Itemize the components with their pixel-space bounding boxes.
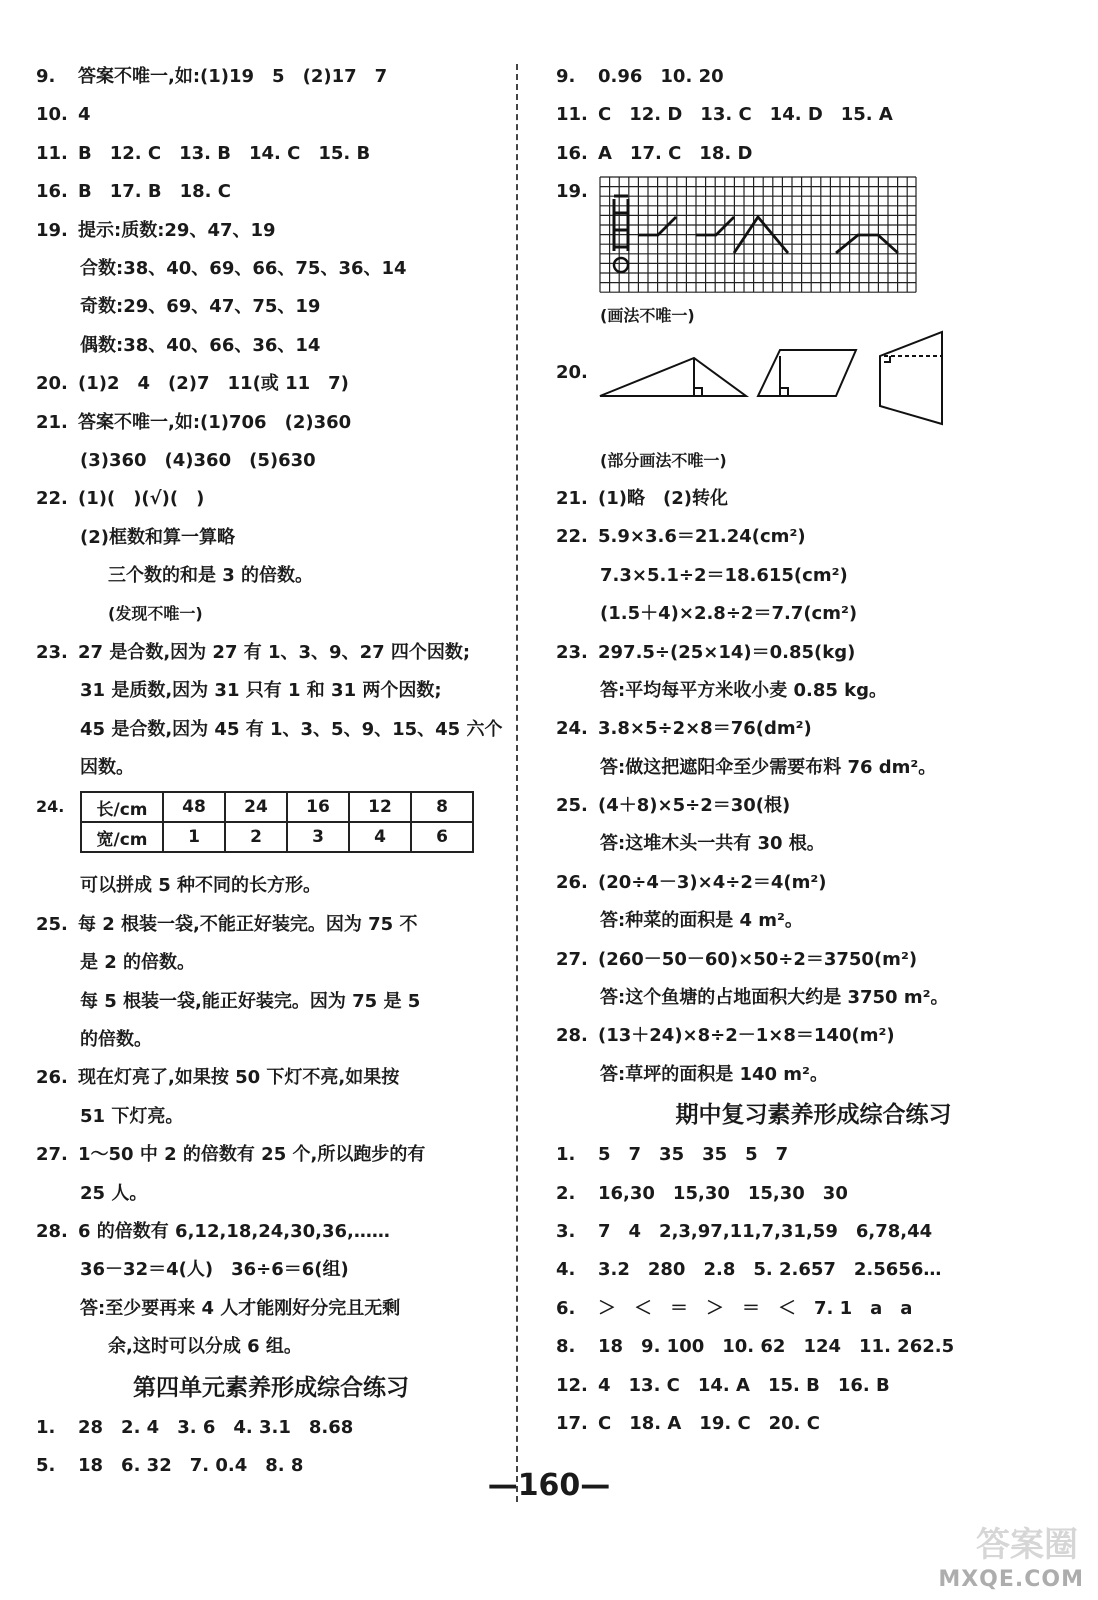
- answer-21: 21. (1)略 (2)转化: [556, 487, 728, 509]
- answer-19-figure: 19.: [556, 173, 1071, 297]
- dimension-table: [80, 791, 474, 853]
- table-cell: 4: [349, 822, 411, 852]
- midterm-answer-3: 3. 7 4 2,3,97,11,7,31,59 6,78,44: [556, 1220, 933, 1242]
- column-divider: [516, 64, 518, 1502]
- table-cell: 1: [163, 822, 225, 852]
- answer-28-reply: 答:草坪的面积是 140 m²。: [600, 1063, 828, 1085]
- table-cell: 6: [411, 822, 473, 852]
- answer-28-reply: 答:至少要再来 4 人才能刚好分完且无剩: [80, 1297, 401, 1319]
- table-cell: 16: [287, 792, 349, 822]
- watermark-logo: 答案圈: [976, 1525, 1078, 1565]
- midterm-answer-12-16: 12. 4 13. C 14. A 15. B 16. B: [556, 1374, 890, 1396]
- watermark: MXQE.COM: [938, 1567, 1084, 1592]
- answer-22-finding: 三个数的和是 3 的倍数。: [108, 565, 314, 587]
- answer-24-reply: 答:做这把遮阳伞至少需要布料 76 dm²。: [600, 756, 937, 778]
- table-header-length: 长/cm: [81, 792, 163, 822]
- answer-23-line4: 因数。: [80, 757, 134, 779]
- geometry-diagram: [598, 330, 958, 434]
- answer-26: 26. 现在灯亮了,如果按 50 下灯不亮,如果按: [36, 1067, 400, 1089]
- answer-19-note: (画法不唯一): [600, 306, 695, 326]
- midterm-answer-8-11: 8. 18 9. 100 10. 62 124 11. 262.5: [556, 1336, 955, 1358]
- answer-20-note: (部分画法不唯一): [600, 450, 727, 470]
- table-row: [81, 792, 473, 822]
- table-cell: 8: [411, 792, 473, 822]
- answer-26-line2: 51 下灯亮。: [80, 1105, 184, 1127]
- answer-23-line2: 31 是质数,因为 31 只有 1 和 31 两个因数;: [80, 680, 442, 702]
- unit4-answer-5-8: 5. 18 6. 32 7. 0.4 8. 8: [36, 1454, 304, 1476]
- grid-diagram: [598, 175, 918, 295]
- answer-26: 26. (20÷4－3)×4÷2＝4(m²): [556, 871, 827, 893]
- answer-24: 24. 长/cm 48 24 16 12 8 宽/cm 1 2 3 4 6: [36, 791, 506, 867]
- answer-25-reply: 答:这堆木头一共有 30 根。: [600, 833, 825, 855]
- unit4-answer-1-4: 1. 28 2. 4 3. 6 4. 3.1 8.68: [36, 1416, 354, 1438]
- answer-27-line2: 25 人。: [80, 1182, 148, 1204]
- section-heading-unit4: 第四单元素养形成综合练习: [133, 1374, 409, 1401]
- answer-24: 24. 3.8×5÷2×8＝76(dm²): [556, 718, 812, 740]
- right-column: [556, 58, 1071, 1443]
- midterm-answer-4-5: 4. 3.2 280 2.8 5. 2.657 2.5656…: [556, 1259, 942, 1281]
- midterm-answer-17-20: 17. C 18. A 19. C 20. C: [556, 1412, 821, 1434]
- answer-16-18: 16. B 17. B 18. C: [36, 181, 231, 203]
- answer-22-line2: 7.3×5.1÷2＝18.615(cm²): [600, 564, 848, 586]
- answer-11-15: 11. B 12. C 13. B 14. C 15. B: [36, 142, 371, 164]
- page-number: —160—: [487, 1468, 611, 1503]
- section-heading-midterm: 期中复习素养形成综合练习: [675, 1102, 952, 1129]
- answer-9: 9. 答案不唯一,如:(1)19 5 (2)17 7: [36, 66, 388, 87]
- answer-27: 27. 1～50 中 2 的倍数有 25 个,所以跑步的有: [36, 1144, 426, 1166]
- answer-25-line2: 是 2 的倍数。: [80, 952, 196, 974]
- answer-26-reply: 答:种菜的面积是 4 m²。: [600, 910, 803, 932]
- answer-25-line4: 的倍数。: [80, 1028, 152, 1050]
- answer-16-18: 16. A 17. C 18. D: [556, 142, 753, 164]
- answer-24-conclusion: 可以拼成 5 种不同的长方形。: [80, 875, 322, 897]
- answer-25: 25. 每 2 根装一袋,不能正好装完。因为 75 不: [36, 913, 418, 935]
- answer-22-note: (发现不唯一): [108, 604, 203, 624]
- answer-19-odd: 奇数:29、69、47、75、19: [80, 296, 321, 318]
- midterm-answer-2: 2. 16,30 15,30 15,30 30: [556, 1182, 848, 1204]
- answer-11-15: 11. C 12. D 13. C 14. D 15. A: [556, 104, 893, 126]
- answer-21: 21. 答案不唯一,如:(1)706 (2)360: [36, 411, 352, 433]
- table-cell: 2: [225, 822, 287, 852]
- table-header-width: 宽/cm: [81, 822, 163, 852]
- table-cell: 48: [163, 792, 225, 822]
- answer-27-reply: 答:这个鱼塘的占地面积大约是 3750 m²。: [600, 987, 949, 1009]
- answer-19-even: 偶数:38、40、66、36、14: [80, 334, 321, 356]
- table-row: [81, 822, 473, 852]
- answer-28-calc: 36－32＝4(人) 36÷6＝6(组): [80, 1259, 349, 1281]
- answer-22: 22. 5.9×3.6＝21.24(cm²): [556, 526, 806, 548]
- answer-19-composite: 合数:38、40、69、66、75、36、14: [80, 257, 407, 279]
- answer-28: 28. 6 的倍数有 6,12,18,24,30,36,……: [36, 1220, 390, 1242]
- answer-20-figure: 20.: [556, 336, 1071, 442]
- answer-20: 20. (1)2 4 (2)7 11(或 11 7): [36, 373, 349, 395]
- answer-27: 27. (260－50－60)×50÷2＝3750(m²): [556, 948, 918, 970]
- answer-9-10: 9. 0.96 10. 20: [556, 66, 724, 87]
- answer-19: 19. 提示:质数:29、47、19: [36, 219, 276, 241]
- answer-10: 10. 4: [36, 104, 91, 126]
- midterm-answer-1: 1. 5 7 35 35 5 7: [556, 1144, 789, 1166]
- table-cell: 12: [349, 792, 411, 822]
- midterm-answer-6-7: 6. ＞ ＜ ＝ ＞ ＝ ＜ 7. 1 a a: [556, 1297, 913, 1319]
- answer-23-reply: 答:平均每平方米收小麦 0.85 kg。: [600, 679, 887, 701]
- answer-23-line3: 45 是合数,因为 45 有 1、3、5、9、15、45 六个: [80, 718, 503, 740]
- answer-22-part2: (2)框数和算一算略: [80, 526, 235, 548]
- table-cell: 24: [225, 792, 287, 822]
- answer-25: 25. (4＋8)×5÷2＝30(根): [556, 795, 791, 817]
- left-column: [36, 58, 506, 1485]
- table-cell: 3: [287, 822, 349, 852]
- answer-21-cont: (3)360 (4)360 (5)630: [80, 449, 316, 471]
- answer-23: 23. 27 是合数,因为 27 有 1、3、9、27 四个因数;: [36, 641, 471, 663]
- answer-22-line3: (1.5＋4)×2.8÷2＝7.7(cm²): [600, 603, 858, 625]
- answer-25-line3: 每 5 根装一袋,能正好装完。因为 75 是 5: [80, 990, 421, 1012]
- answer-22: 22. (1)( )(√)( ): [36, 488, 205, 510]
- answer-28-reply-cont: 余,这时可以分成 6 组。: [108, 1336, 302, 1358]
- answer-28: 28. (13＋24)×8÷2－1×8＝140(m²): [556, 1025, 895, 1047]
- answer-23: 23. 297.5÷(25×14)＝0.85(kg): [556, 641, 856, 663]
